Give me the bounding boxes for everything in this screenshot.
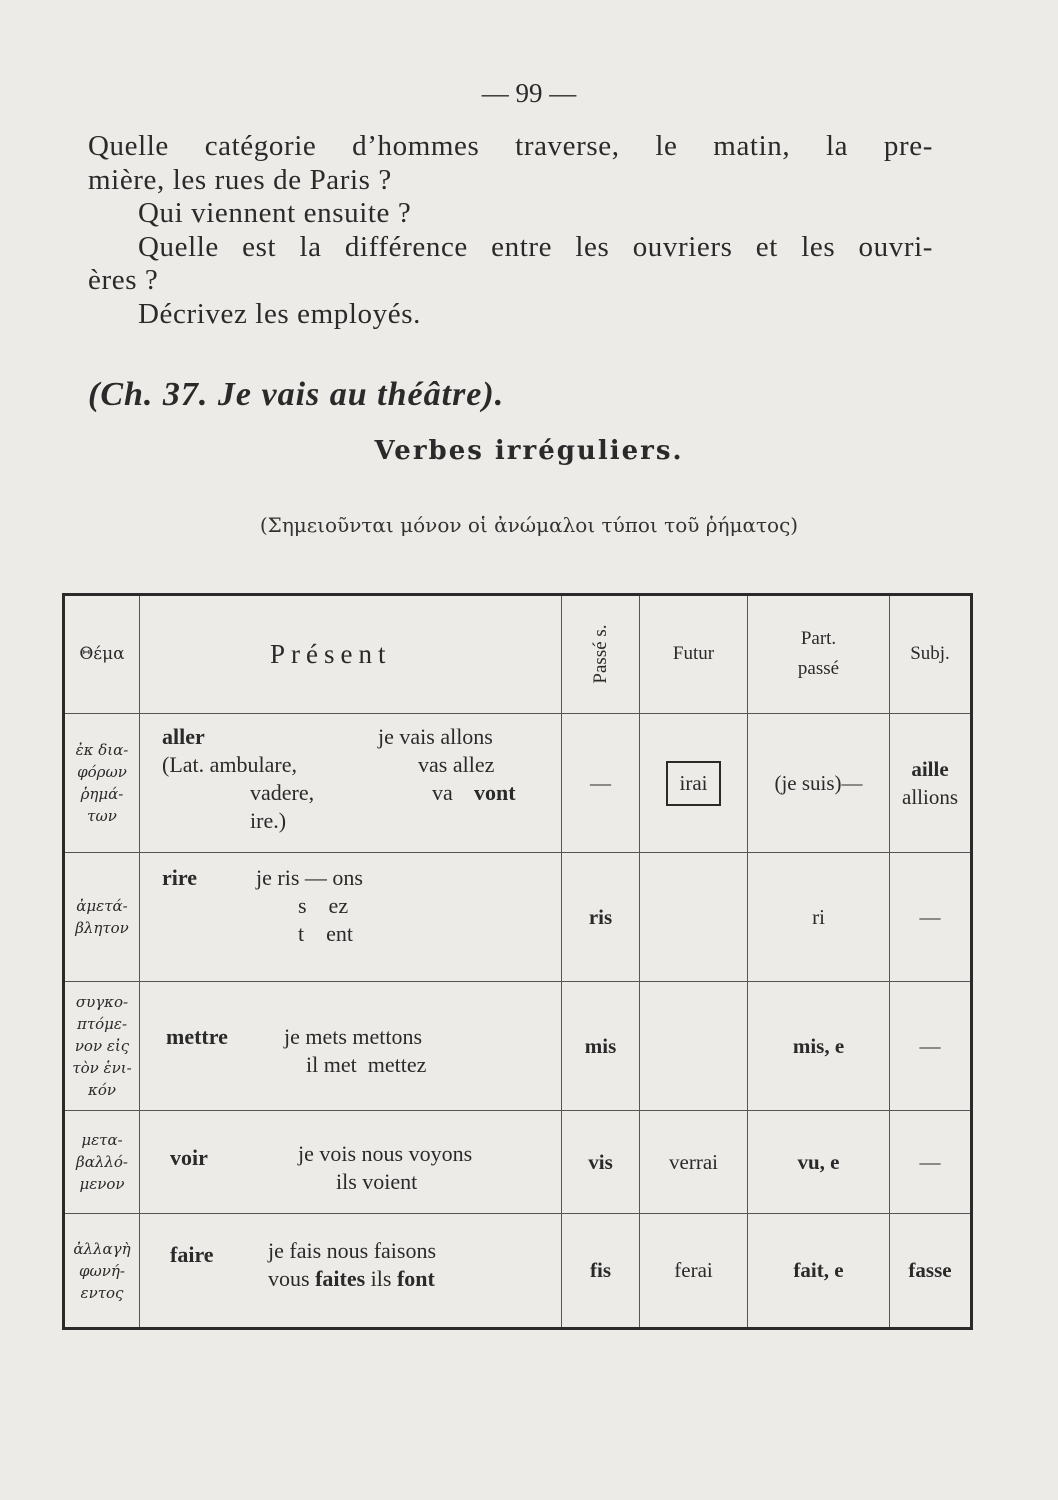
present-forms: il met mettez — [306, 1052, 427, 1078]
passe-cell: vis — [562, 1111, 640, 1214]
form-word-bold: font — [396, 1266, 435, 1292]
header-present: Présent — [140, 595, 562, 714]
futur-boxed: irai — [666, 761, 722, 806]
form-word: vous — [268, 1266, 310, 1292]
infinitive: voir — [170, 1145, 208, 1171]
theme-cell — [64, 1214, 140, 1329]
theme-line: ῥημά- — [80, 785, 124, 804]
form-word-bold: faites — [315, 1266, 366, 1292]
present-forms: je vais allons — [378, 723, 493, 749]
infinitive: faire — [170, 1242, 214, 1268]
question-line: Qui viennent ensuite ? — [138, 197, 412, 229]
theme-line: συγκο- — [75, 993, 129, 1012]
table-header-row — [64, 595, 972, 714]
theme-line: κόν — [88, 1081, 116, 1100]
present-forms: ils voient — [336, 1169, 418, 1195]
participe-cell: ri — [748, 853, 890, 982]
present-forms-bold: vont — [474, 779, 516, 805]
theme-cell — [64, 1111, 140, 1214]
table-row — [64, 853, 972, 982]
present-forms: je mets mettons — [284, 1024, 423, 1050]
futur-cell: ferai — [640, 1214, 748, 1329]
infinitive: rire — [162, 865, 198, 891]
futur-cell — [640, 713, 748, 852]
passe-cell: — — [562, 713, 640, 852]
present-cell — [140, 853, 562, 982]
participe-cell: mis, e — [748, 982, 890, 1111]
present-forms: va — [432, 779, 453, 805]
question-line: ères ? — [88, 264, 159, 296]
present-forms: je vois nous voyons — [298, 1141, 473, 1167]
present-cell — [140, 982, 562, 1111]
subj-cell: — — [890, 982, 972, 1111]
question-line: Quelle catégorie d’hommes traverse, le matin, la pre- — [88, 130, 933, 162]
passe-cell: ris — [562, 853, 640, 982]
infinitive-latin: (Lat. ambulare, — [162, 751, 297, 777]
present-cell — [140, 1111, 562, 1214]
question-line: Décrivez les employés. — [138, 297, 421, 330]
chapter-heading: (Ch. 37. Je vais au théâtre). — [88, 376, 505, 413]
theme-line: πτόμε- — [76, 1015, 128, 1034]
table-row — [64, 1111, 972, 1214]
present-forms: s ez — [298, 893, 349, 919]
theme-line: ἀμετά- — [76, 897, 128, 916]
present-forms: t ent — [298, 921, 353, 947]
present-forms: vas allez — [418, 751, 495, 777]
header-subjonctif: Subj. — [890, 595, 972, 714]
header-theme: Θέμα — [64, 595, 140, 714]
theme-line: βλητον — [75, 919, 129, 938]
theme-cell — [64, 713, 140, 852]
present-cell — [140, 1214, 562, 1329]
header-part-line: passé — [797, 658, 840, 680]
irregular-verbs-table — [62, 593, 973, 1330]
theme-line: τὸν ἑνι- — [72, 1059, 132, 1078]
infinitive: aller — [162, 723, 205, 749]
futur-cell: verrai — [640, 1111, 748, 1214]
theme-cell — [64, 853, 140, 982]
futur-cell — [640, 982, 748, 1111]
question-line: mière, les rues de Paris ? — [88, 163, 392, 196]
participe-cell: vu, e — [748, 1111, 890, 1214]
subj-cell: fasse — [890, 1214, 972, 1329]
participe-cell: fait, e — [748, 1214, 890, 1329]
theme-line: ἐκ δια- — [75, 741, 129, 760]
theme-line: ἀλλαγὴ — [73, 1239, 131, 1258]
question-line: Quelle est la différence entre les ouvriers et les ouvri- — [138, 230, 933, 263]
present-forms: je fais nous faisons — [268, 1238, 437, 1264]
present-forms-line2 — [268, 1266, 435, 1292]
theme-line: μενον — [79, 1175, 125, 1194]
theme-line: μετα- — [81, 1131, 123, 1150]
theme-line: των — [87, 807, 117, 826]
theme-cell — [64, 982, 140, 1111]
header-part-line: Part. — [800, 628, 837, 650]
page-number: — 99 — — [481, 78, 577, 108]
infinitive: mettre — [166, 1024, 228, 1050]
present-forms: je ris — ons — [256, 865, 363, 891]
table-row — [64, 982, 972, 1111]
passe-cell: mis — [562, 982, 640, 1111]
table-row — [64, 713, 972, 852]
subj-line: allions — [902, 785, 958, 810]
infinitive-latin: vadere, — [250, 779, 315, 805]
header-futur: Futur — [640, 595, 748, 714]
theme-line: βαλλό- — [76, 1153, 128, 1172]
present-cell — [140, 713, 562, 852]
section-title: Verbes irréguliers. — [374, 436, 684, 466]
infinitive-latin: ire.) — [250, 807, 287, 833]
form-word: ils — [370, 1266, 392, 1292]
theme-line: νον εἰς — [74, 1037, 130, 1056]
header-passe-simple — [562, 595, 640, 714]
subj-cell — [890, 713, 972, 852]
header-passe-label: Passé s. — [589, 624, 611, 685]
futur-cell — [640, 853, 748, 982]
passe-cell: fis — [562, 1214, 640, 1329]
subj-line: aille — [911, 757, 949, 782]
greek-note: (Σημειοῦνται μόνον οἱ ἀνώμαλοι τύποι τοῦ ῥήματος) — [259, 513, 799, 537]
header-participe — [748, 595, 890, 714]
theme-line: φόρων — [77, 763, 127, 782]
subj-cell: — — [890, 853, 972, 982]
participe-cell: (je suis)— — [748, 713, 890, 852]
table-row — [64, 1214, 972, 1329]
theme-line: εντος — [80, 1283, 124, 1302]
subj-cell: — — [890, 1111, 972, 1214]
question-list — [88, 130, 933, 331]
theme-line: φωνή- — [79, 1261, 125, 1280]
